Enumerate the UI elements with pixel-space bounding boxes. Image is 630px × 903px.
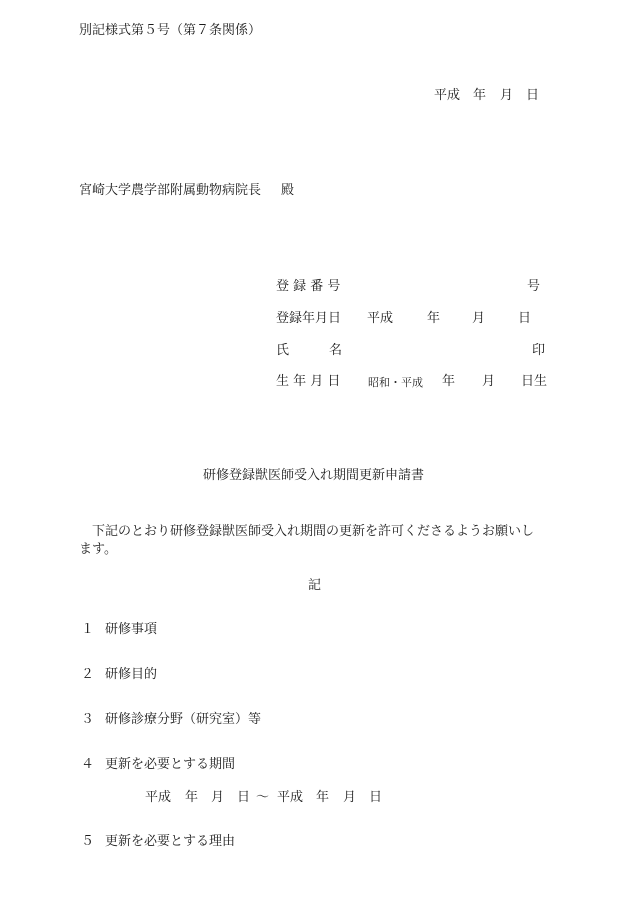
registration-number-label: 登 録 番 号 [276, 279, 341, 294]
period-from-month: 月 [211, 790, 225, 805]
birth-date-era: 昭和・平成 [368, 376, 423, 389]
item-label: 研修診療分野（研究室）等 [105, 712, 262, 727]
birth-date-label: 生 年 月 日 [276, 374, 341, 389]
date-month: 月 [500, 88, 514, 103]
period-to-month: 月 [343, 790, 357, 805]
body-line-1: 下記のとおり研修登録獣医師受入れ期間の更新を許可くださるようお願いし [92, 524, 535, 539]
item-number: ３ [81, 712, 95, 727]
item-label: 研修事項 [105, 622, 158, 637]
date-day: 日 [526, 88, 540, 103]
item-number: １ [81, 622, 95, 637]
addressee-name: 宮崎大学農学部附属動物病院長 [79, 183, 262, 198]
registration-date-era: 平成 [367, 311, 394, 326]
item-label: 更新を必要とする理由 [105, 834, 236, 849]
item-number: ５ [81, 834, 95, 849]
birth-date-year: 年 [442, 374, 456, 389]
registration-number-suffix: 号 [527, 279, 541, 294]
name-label-1: 氏 [276, 343, 290, 358]
date-era: 平成 [434, 88, 461, 103]
period-from-day: 日 [237, 790, 251, 805]
date-year: 年 [473, 88, 487, 103]
period-to-year: 年 [316, 790, 330, 805]
birth-date-day: 日生 [521, 374, 548, 389]
period-from-year: 年 [185, 790, 199, 805]
seal-mark: 印 [532, 343, 546, 358]
form-number: 別記様式第５号（第７条関係） [79, 23, 262, 38]
item-number: ４ [81, 757, 95, 772]
item-number: ２ [81, 667, 95, 682]
registration-date-month: 月 [472, 311, 486, 326]
period-to-era: 平成 [277, 790, 304, 805]
period-from-era: 平成 [145, 790, 172, 805]
registration-date-day: 日 [518, 311, 532, 326]
name-label-2: 名 [329, 343, 343, 358]
item-label: 更新を必要とする期間 [105, 757, 236, 772]
body-line-2: ます。 [79, 542, 117, 557]
period-to-day: 日 [369, 790, 383, 805]
ki-heading: 記 [308, 578, 322, 593]
period-tilde: ～ [256, 790, 270, 805]
registration-date-label: 登録年月日 [276, 311, 342, 326]
document-title: 研修登録獣医師受入れ期間更新申請書 [203, 468, 425, 483]
item-label: 研修目的 [105, 667, 158, 682]
registration-date-year: 年 [427, 311, 441, 326]
addressee-honorific: 殿 [281, 183, 295, 198]
birth-date-month: 月 [482, 374, 496, 389]
